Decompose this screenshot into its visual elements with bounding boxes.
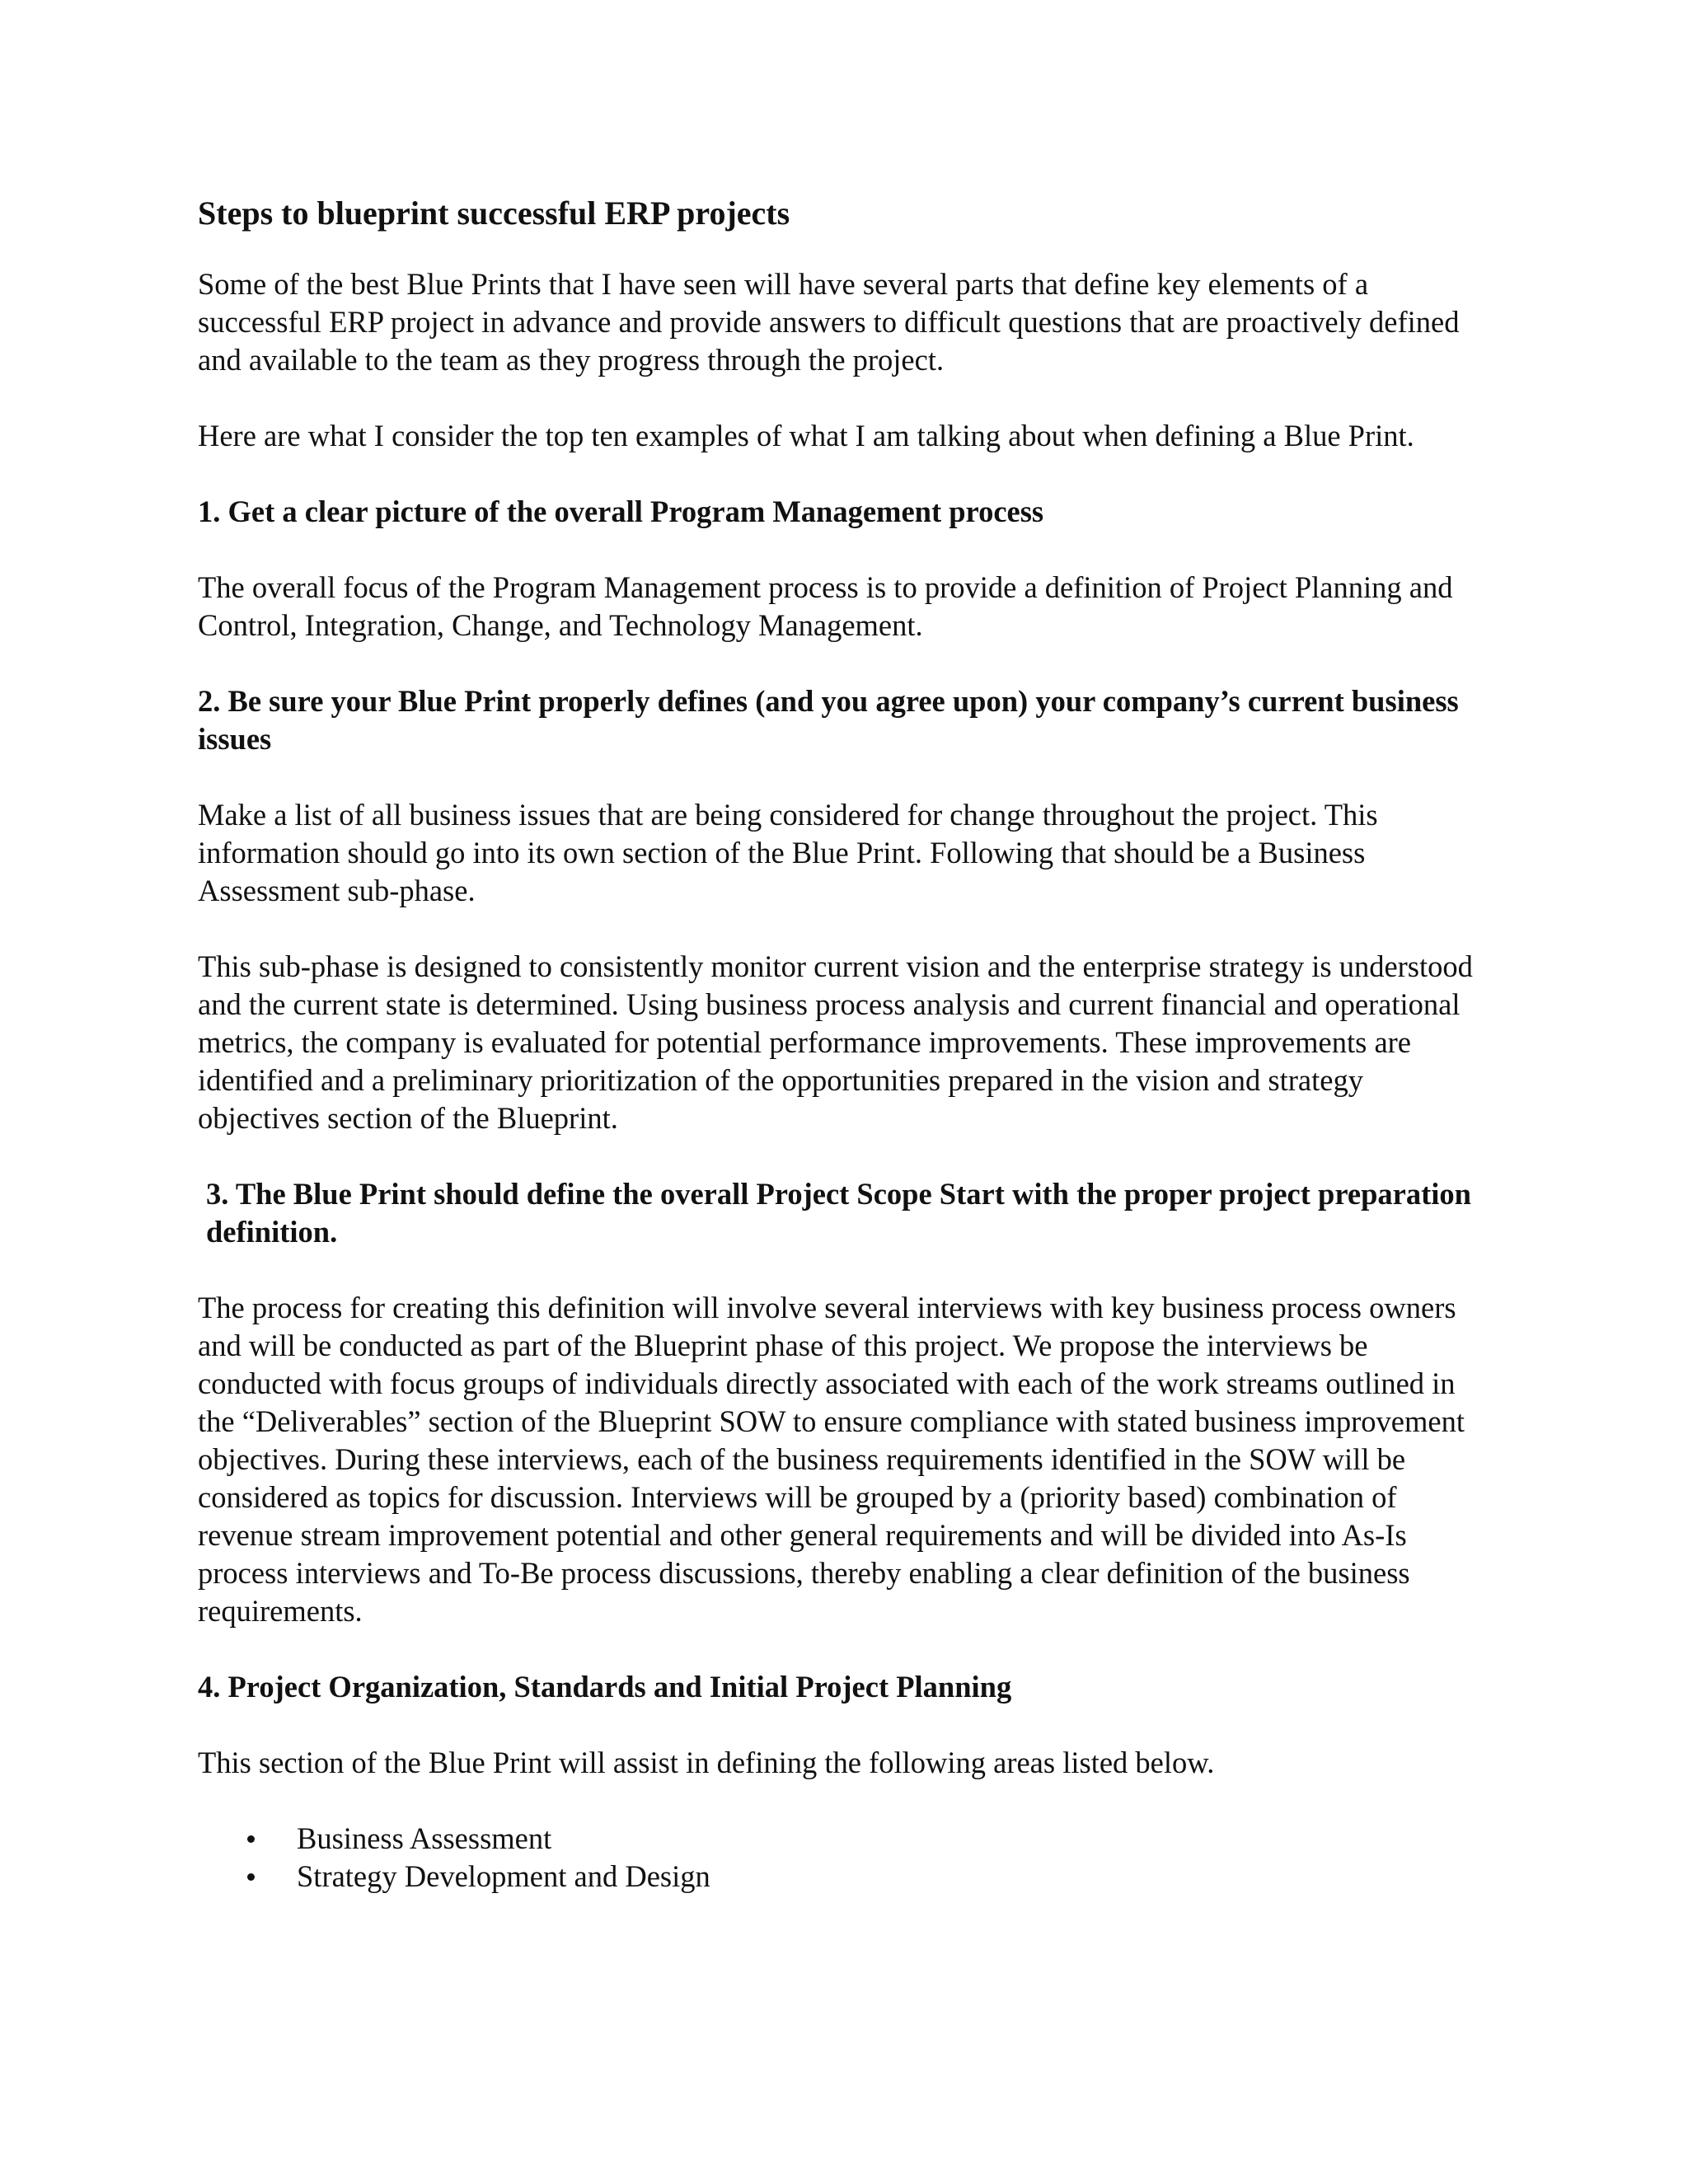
section-4-heading: 4. Project Organization, Standards and Initial Project Planning <box>198 1670 1012 1704</box>
section-1-paragraph-1: The overall focus of the Program Management process is to provide a definition of Project Planning and Control, Integration, Change, and Technology Management. <box>198 570 1453 642</box>
bullet-item <box>247 1820 1484 1858</box>
bullet-text: Strategy Development and Design <box>297 1859 710 1893</box>
section-4-bullet-list <box>198 1820 1484 1896</box>
document-body <box>198 191 1484 1896</box>
section-2-paragraph-1: Make a list of all business issues that are being considered for change throughout the project. This information should go into its own section of the Blue Print. Following that should be a Business Assessment sub-phase. <box>198 798 1378 907</box>
intro-paragraph-2: Here are what I consider the top ten examples of what I am talking about when defining a Blue Print. <box>198 419 1414 452</box>
bullet-icon <box>247 1873 255 1881</box>
section-3-paragraph-1: The process for creating this definition will involve several interviews with key business process owners and will be conducted as part of the Blueprint phase of this project. We propose the interviews be conducted with focus groups of individuals directly associated with each of the work streams outlined in the “Deliverables” section of the Blueprint SOW to ensure compliance with stated business improvement objectives. During these interviews, each of the business requirements identified in the SOW will be considered as topics for discussion. Interviews will be grouped by a (priority based) combination of revenue stream improvement potential and other general requirements and will be divided into As-Is process interviews and To-Be process discussions, thereby enabling a clear definition of the business requirements. <box>198 1291 1465 1628</box>
bullet-item <box>247 1858 1484 1896</box>
bullet-text: Business Assessment <box>297 1821 552 1855</box>
bullet-icon <box>247 1835 255 1843</box>
section-4-paragraph-1: This section of the Blue Print will assist in defining the following areas listed below. <box>198 1746 1215 1779</box>
section-1-heading: 1. Get a clear picture of the overall Program Management process <box>198 494 1044 528</box>
document-title: Steps to blueprint successful ERP projects <box>198 194 790 232</box>
section-3-heading: 3. The Blue Print should define the overall Project Scope Start with the proper project preparation definition. <box>206 1177 1471 1249</box>
section-2-paragraph-2: This sub-phase is designed to consistently monitor current vision and the enterprise strategy is understood and the current state is determined. Using business process analysis and current financial and operational metrics, the company is evaluated for potential performance improvements. These improvements are identified and a preliminary prioritization of the opportunities prepared in the vision and strategy objectives section of the Blueprint. <box>198 949 1473 1135</box>
section-2-heading: 2. Be sure your Blue Print properly defines (and you agree upon) your company’s current business issues <box>198 684 1459 756</box>
intro-paragraph-1: Some of the best Blue Prints that I have seen will have several parts that define key elements of a successful ERP project in advance and provide answers to difficult questions that are proactively defined and available to the team as they progress through the project. <box>198 267 1460 377</box>
